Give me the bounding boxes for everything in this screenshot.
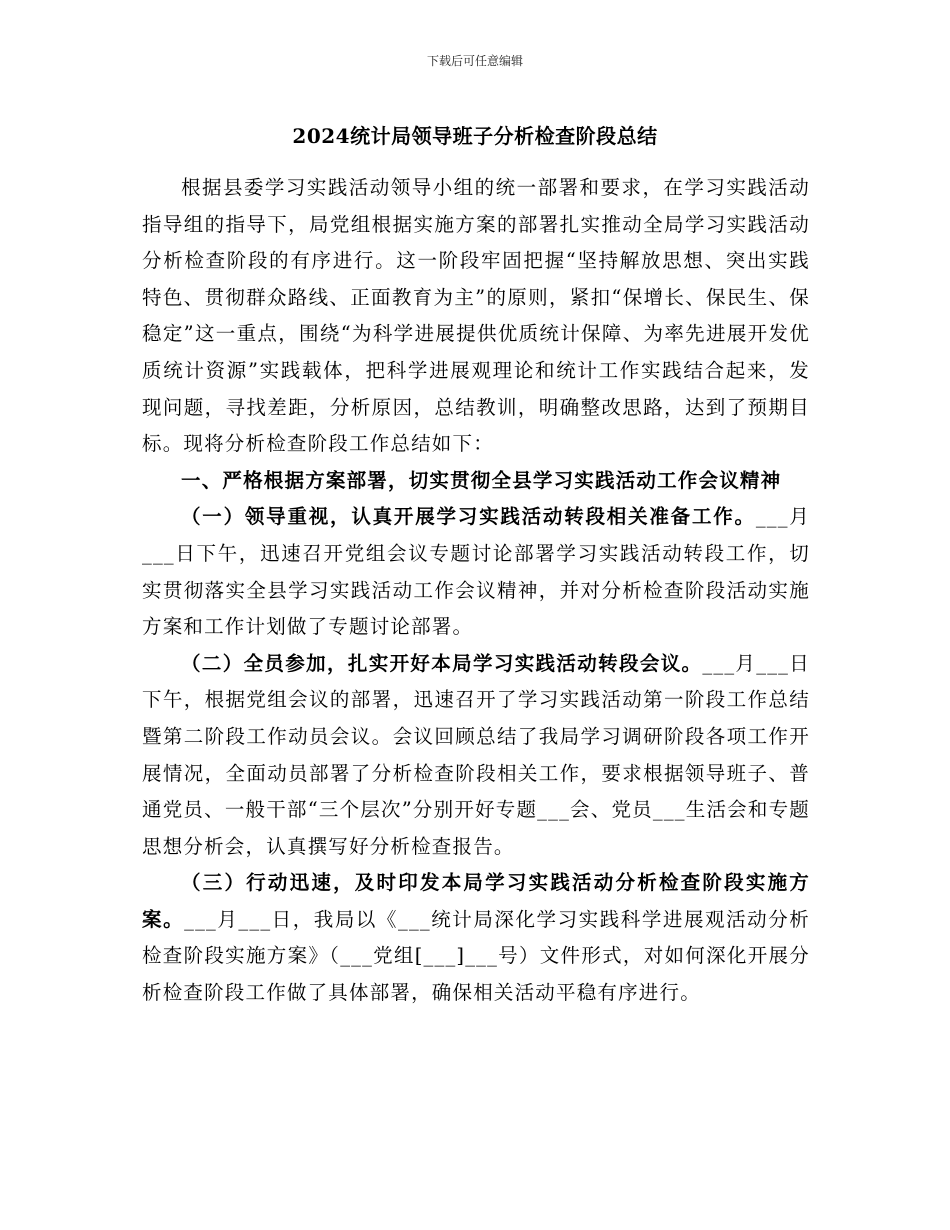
document-body xyxy=(142,170,810,1012)
item-paragraph-1 xyxy=(142,499,810,645)
item-paragraph-2 xyxy=(142,646,810,866)
item-body-1: ___月___日下午，迅速召开党组会议专题讨论部署学习实践活动转段工作，切实贯彻落实全县学习实践活动工作会议精神，并对分析检查阶段活动实施方案和工作计划做了专题讨论部署。 xyxy=(142,505,810,639)
item-lead-3: （三）行动迅速，及时印发本局学习实践活动分析检查阶段实施方案。 xyxy=(142,871,810,931)
section-heading: 一、严格根据方案部署，切实贯彻全县学习实践活动工作会议精神 xyxy=(181,468,782,492)
intro-paragraph: 根据县委学习实践活动领导小组的统一部署和要求，在学习实践活动指导组的指导下，局党组根据实施方案的部署扎实推动全局学习实践活动分析检查阶段的有序进行。这一阶段牢固把握“坚持解放思想、突出实践特色、贯彻群众路线、正面教育为主”的原则，紧扣“保增长、保民生、保稳定”这一重点，围绕“为科学进展提供优质统计保障、为率先进展开发优质统计资源”实践载体，把科学进展观理论和统计工作实践结合起来，发现问题，寻找差距，分析原因，总结教训，明确整改思路，达到了预期目标。现将分析检查阶段工作总结如下： xyxy=(142,176,810,456)
item-lead-2: （二）全员参加，扎实开好本局学习实践活动转段会议。 xyxy=(181,651,703,675)
item-body-3: ___月___日，我局以《___统计局深化学习实践科学进展观活动分析检查阶段实施方案》（___党组[___]___号）文件形式，对如何深化开展分析检查阶段工作做了具体部署，确保相关活动平稳有序进行。 xyxy=(142,907,810,1005)
item-paragraph-3 xyxy=(142,865,810,1011)
document-title: 2024统计局领导班子分析检查阶段总结 xyxy=(292,124,658,148)
item-body-2: ___月___日下午，根据党组会议的部署，迅速召开了学习实践活动第一阶段工作总结暨第二阶段工作动员会议。会议回顾总结了我局学习调研阶段各项工作开展情况，全面动员部署了分析检查阶段相关工作，要求根据领导班子、普通党员、一般干部“三个层次”分别开好专题___会、党员___生活会和专题思想分析会，认真撰写好分析检查报告。 xyxy=(142,651,810,858)
page-header-note: 下载后可任意编辑 xyxy=(426,54,523,68)
item-lead-1: （一）领导重视，认真开展学习实践活动转段相关准备工作。 xyxy=(181,505,756,529)
